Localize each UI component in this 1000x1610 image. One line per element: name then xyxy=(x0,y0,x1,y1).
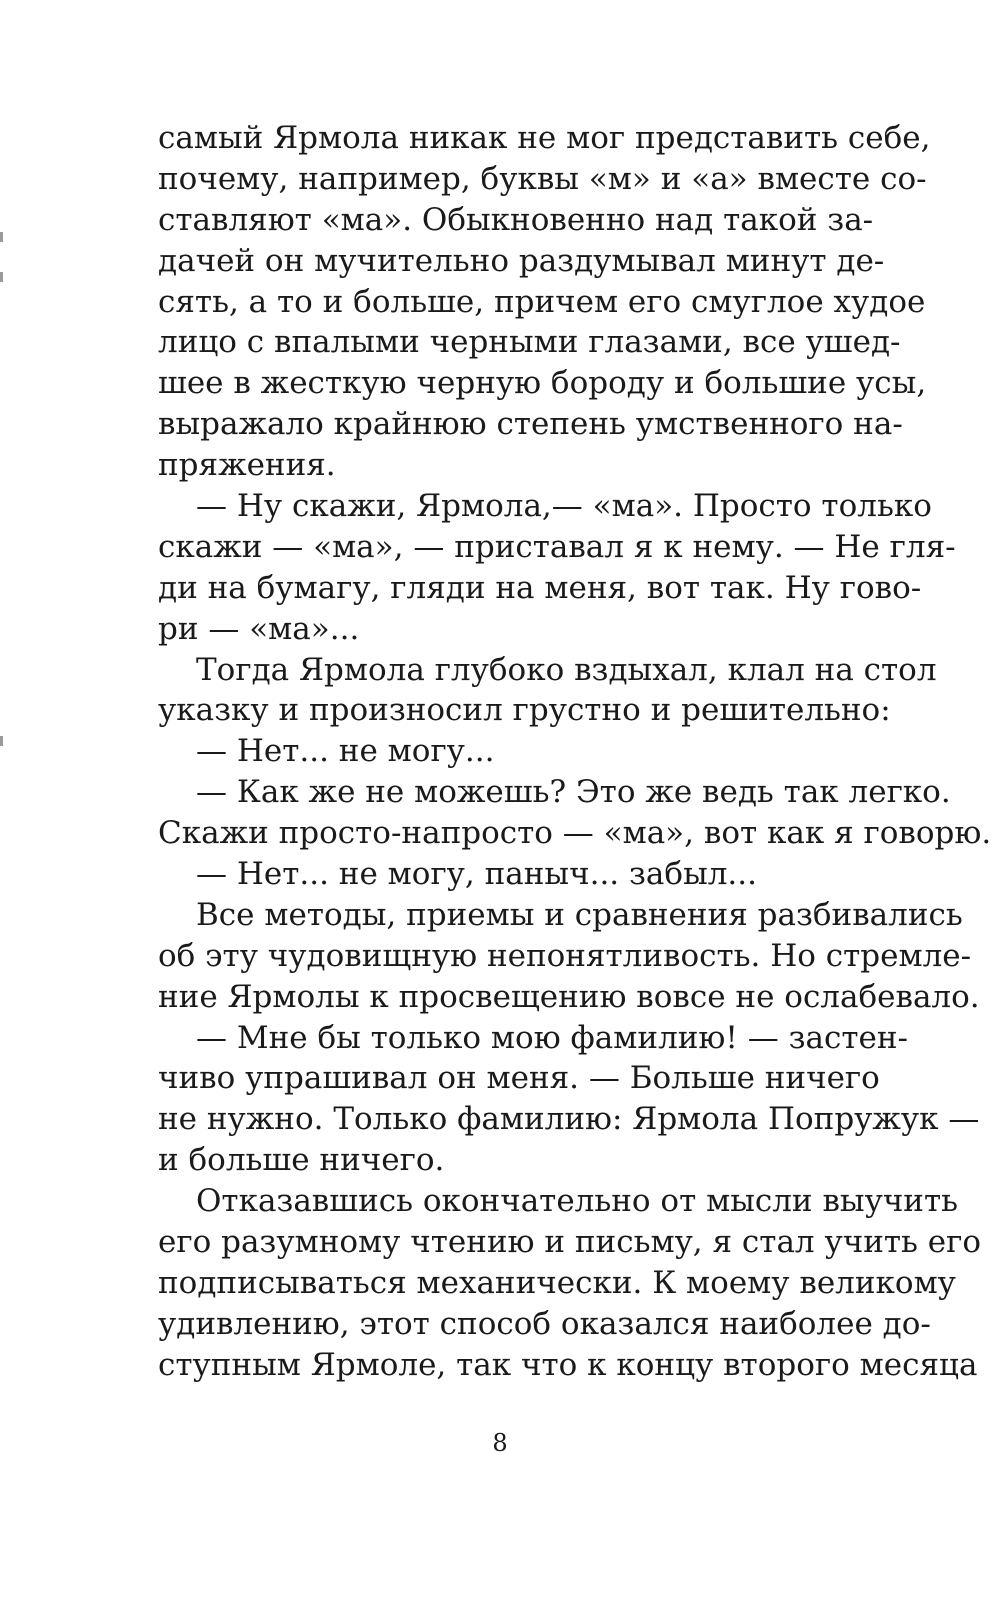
text-line: ри — «ма»... xyxy=(158,610,360,647)
text-line: — Как же не можешь? Это же ведь так легко. xyxy=(196,774,951,811)
text-line: и больше ничего. xyxy=(158,1142,445,1179)
text-line: ние Ярмолы к просвещению вовсе не ослабевало. xyxy=(158,978,980,1015)
page-number: 8 xyxy=(492,1429,508,1457)
text-line: пряжения. xyxy=(158,447,336,484)
text-line: чиво упрашивал он меня. — Больше ничего xyxy=(158,1060,880,1097)
text-line: скажи — «ма», — приставал я к нему. — Не гля- xyxy=(158,528,956,565)
text-line: его разумному чтению и письму, я стал учить его xyxy=(158,1224,981,1261)
page-body-text xyxy=(158,118,992,1386)
text-line: об эту чудовищную непонятливость. Но стремле- xyxy=(158,937,972,974)
text-line: — Нет... не могу... xyxy=(196,733,495,770)
text-line: самый Ярмола никак не мог представить себе, xyxy=(158,120,931,156)
text-line: — Ну скажи, Ярмола,— «ма». Просто только xyxy=(196,488,932,525)
text-line: — Мне бы только мою фамилию! — застен- xyxy=(196,1019,908,1056)
text-line: лицо с впалыми черными глазами, все ушед- xyxy=(158,324,901,361)
text-line: выражало крайнюю степень умственного на- xyxy=(158,406,903,443)
text-line: сять, а то и больше, причем его смуглое худое xyxy=(158,283,926,320)
text-line: Тогда Ярмола глубоко вздыхал, клал на стол xyxy=(196,651,937,688)
text-line: не нужно. Только фамилию: Ярмола Попружук — xyxy=(158,1101,980,1138)
scan-edge-mark xyxy=(0,736,3,746)
text-line: Все методы, приемы и сравнения разбивались xyxy=(196,896,963,933)
text-line: ди на бумагу, гляди на меня, вот так. Ну гово- xyxy=(158,569,922,606)
text-line: Отказавшись окончательно от мысли выучить xyxy=(196,1183,958,1220)
text-line: Скажи просто-напросто — «ма», вот как я говорю. xyxy=(158,815,992,852)
text-line: указку и произносил грустно и решительно: xyxy=(158,692,891,729)
text-line: почему, например, буквы «м» и «а» вместе со- xyxy=(158,160,927,197)
text-line: дачей он мучительно раздумывал минут де- xyxy=(158,242,885,279)
text-line: ступным Ярмоле, так что к концу второго месяца xyxy=(158,1346,978,1383)
text-line: ставляют «ма». Обыкновенно над такой за- xyxy=(158,201,874,238)
scan-edge-mark xyxy=(0,272,3,282)
text-line: удивлению, этот способ оказался наиболее до- xyxy=(158,1305,931,1342)
text-line: — Нет... не могу, паныч... забыл... xyxy=(196,856,757,893)
text-line: шее в жесткую черную бороду и большие усы, xyxy=(158,365,927,402)
scan-edge-mark xyxy=(0,232,3,242)
text-line: подписываться механически. К моему великому xyxy=(158,1264,956,1301)
